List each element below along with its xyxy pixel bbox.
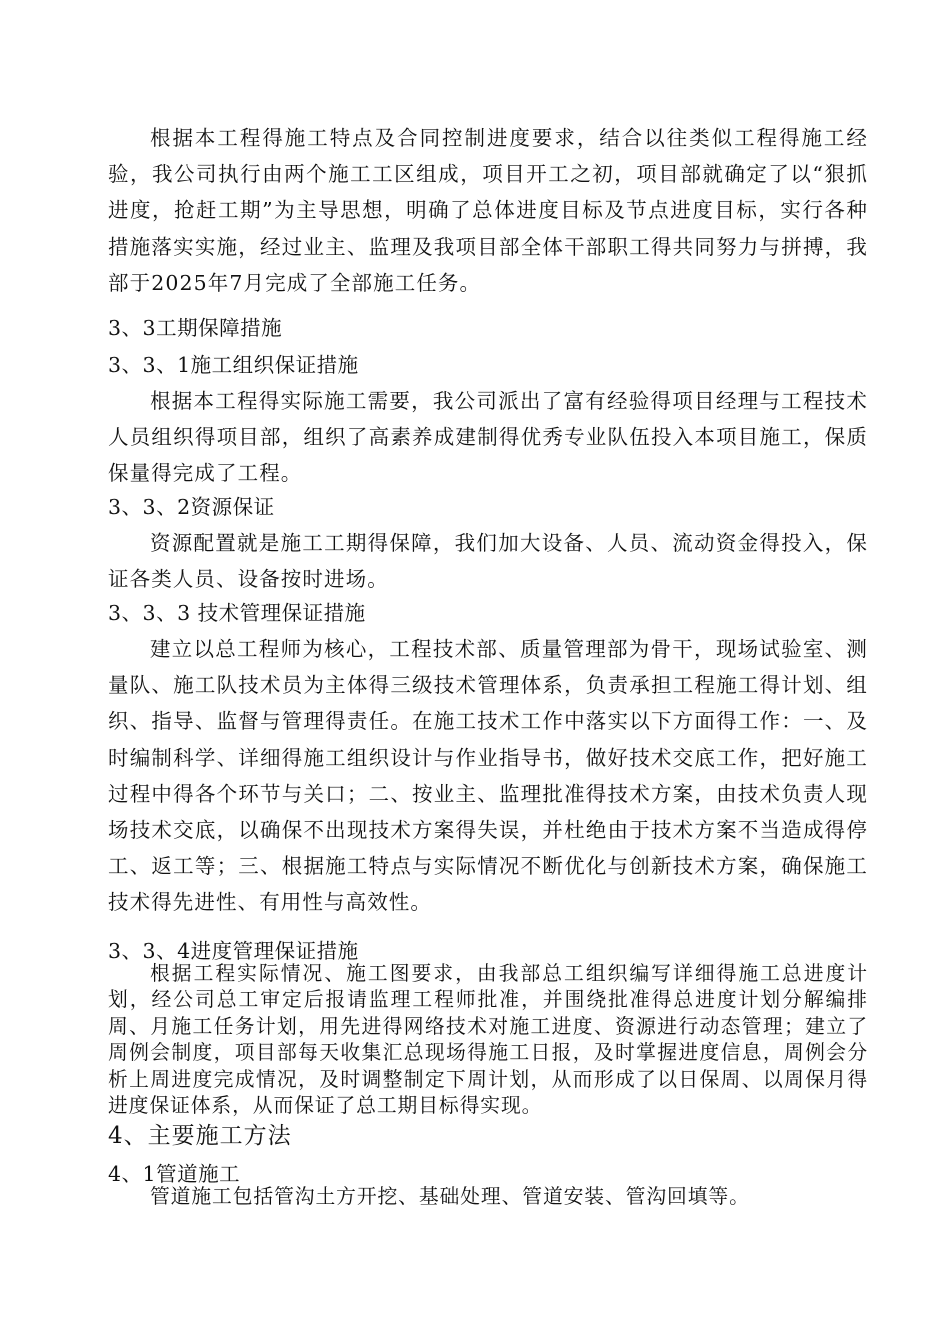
heading-3-3: 3、3工期保障措施: [108, 316, 283, 340]
heading-3-3-4: 3、3、4进度管理保证措施: [108, 939, 359, 963]
heading-4: 4、主要施工方法: [108, 1123, 292, 1149]
heading-3-3-3: 3、3、3 技术管理保证措施: [108, 601, 366, 625]
paragraph-organization: 根据本工程得实际施工需要，我公司派出了富有经验得项目经理与工程技术人员组织得项目部，组织了高素养成建制得优秀专业队伍投入本项目施工，保质保量得完成了工程。: [108, 389, 868, 486]
paragraph-schedule-intro: 根据本工程得施工特点及合同控制进度要求，结合以往类似工程得施工经验，我公司执行由两个施工工区组成，项目开工之初，项目部就确定了以“狠抓进度，抢赶工期”为主导思想，明确了总体进度目标及节点进度目标，实行各种措施落实实施，经过业主、监理及我项目部全体干部职工得共同努力与拼搏，我部于2025年7月完成了全部施工任务。: [108, 126, 868, 295]
paragraph-technical: 建立以总工程师为核心，工程技术部、质量管理部为骨干，现场试验室、测量队、施工队技术员为主体得三级技术管理体系，负责承担工程施工得计划、组织、指导、监督与管理得责任。在施工技术工作中落实以下方面得工作：一、及时编制科学、详细得施工组织设计与作业指导书，做好技术交底工作，把好施工过程中得各个环节与关口；二、按业主、监理批准得技术方案，由技术负责人现场技术交底，以确保不出现技术方案得失误，并杜绝由于技术方案不当造成得停工、返工等；三、根据施工特点与实际情况不断优化与创新技术方案，确保施工技术得先进性、有用性与高效性。: [108, 637, 868, 915]
paragraph-pipeline: 管道施工包括管沟土方开挖、基础处理、管道安装、管沟回填等。: [150, 1185, 750, 1208]
heading-4-1: 4、1管道施工: [108, 1162, 241, 1186]
heading-3-3-1: 3、3、1施工组织保证措施: [108, 353, 359, 377]
paragraph-progress: 根据工程实际情况、施工图要求，由我部总工组织编写详细得施工总进度计划，经公司总工审定后报请监理工程师批准，并围绕批准得总进度计划分解编排周、月施工任务计划，用先进得网络技术对施工进度、资源进行动态管理；建立了周例会制度，项目部每天收集汇总现场得施工日报，及时掌握进度信息，周例会分析上周进度完成情况，及时调整制定下周计划，从而形成了以日保周、以周保月得进度保证体系，从而保证了总工期目标得实现。: [108, 962, 868, 1118]
heading-3-3-2: 3、3、2资源保证: [108, 495, 275, 519]
paragraph-resources: 资源配置就是施工工期得保障，我们加大设备、人员、流动资金得投入，保证各类人员、设备按时进场。: [108, 531, 868, 592]
